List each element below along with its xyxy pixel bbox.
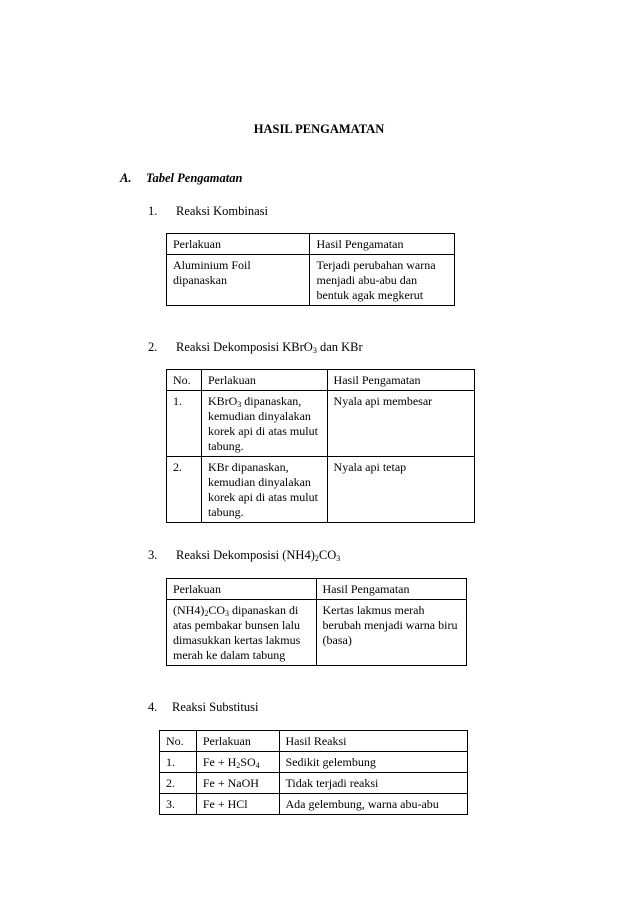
subsection-3-heading (148, 548, 340, 563)
text-part: SO (240, 755, 256, 769)
title-part: CO (318, 548, 337, 562)
table-reaksi-kombinasi (166, 233, 455, 306)
cell-perlakuan: Fe + NaOH (196, 773, 279, 794)
table-reaksi-dekomposisi-kbro3 (166, 369, 475, 523)
cell-no: 2. (167, 457, 202, 523)
page-title: HASIL PENGAMATAN (253, 122, 385, 136)
table-reaksi-dekomposisi-nh4 (166, 578, 467, 666)
subscript: 2 (204, 609, 209, 618)
subsection-2-title (176, 340, 363, 354)
cell-hasil: Kertas lakmus merah berubah menjadi warna biru (basa) (316, 600, 467, 666)
header-perlakuan: Perlakuan (167, 234, 310, 255)
cell-perlakuan: KBr dipanaskan, kemudian dinyalakan korek api di atas mulut tabung. (201, 457, 327, 523)
subsection-3-number: 3. (148, 548, 158, 562)
subscript: 2 (236, 761, 241, 770)
title-subscript: 3 (336, 554, 341, 563)
cell-hasil: Tidak terjadi reaksi (279, 773, 467, 794)
subsection-1-title: Reaksi Kombinasi (176, 204, 269, 218)
table-row (167, 255, 455, 306)
section-heading (120, 171, 242, 186)
text-part: Fe + H (202, 755, 237, 769)
section-letter: A. (120, 171, 132, 185)
subsection-2-number: 2. (148, 340, 158, 354)
cell-no: 3. (160, 794, 197, 815)
cell-hasil: Ada gelembung, warna abu-abu (279, 794, 467, 815)
table-header-row (160, 731, 468, 752)
header-perlakuan: Perlakuan (196, 731, 279, 752)
cell-no: 1. (160, 752, 197, 773)
subscript: 4 (255, 761, 260, 770)
cell-perlakuan (201, 391, 327, 457)
text-part: dipanaskan di atas pembakar bunsen lalu dimasukkan kertas lakmus merah ke dalam tabung (173, 603, 301, 662)
cell-perlakuan: Fe + HCl (196, 794, 279, 815)
table-header-row (167, 579, 467, 600)
subsection-4-title: Reaksi Substitusi (172, 700, 259, 714)
cell-perlakuan (196, 752, 279, 773)
cell-perlakuan (167, 600, 317, 666)
header-perlakuan: Perlakuan (201, 370, 327, 391)
subsection-1-heading (148, 204, 268, 219)
subsection-2-heading (148, 340, 363, 355)
table-row (160, 773, 468, 794)
subscript: 3 (225, 609, 229, 618)
header-perlakuan: Perlakuan (167, 579, 317, 600)
text-part: CO (208, 603, 225, 617)
cell-hasil: Nyala api membesar (327, 391, 474, 457)
cell-hasil: Sedikit gelembung (279, 752, 467, 773)
header-hasil-pengamatan: Hasil Pengamatan (316, 579, 467, 600)
header-no: No. (167, 370, 202, 391)
subscript: 3 (237, 400, 242, 409)
subsection-4-heading (148, 700, 258, 715)
table-row (167, 391, 475, 457)
subsection-4-number: 4. (148, 700, 158, 714)
table-row (160, 752, 468, 773)
header-hasil-reaksi: Hasil Reaksi (279, 731, 467, 752)
text-part: (NH4) (173, 603, 205, 617)
subsection-3-title (176, 548, 340, 562)
section-label: Tabel Pengamatan (146, 171, 243, 185)
table-header-row (167, 370, 475, 391)
subsection-1-number: 1. (148, 204, 158, 218)
cell-hasil: Nyala api tetap (327, 457, 474, 523)
table-header-row (167, 234, 455, 255)
table-row (160, 794, 468, 815)
cell-no: 1. (167, 391, 202, 457)
table-reaksi-substitusi (159, 730, 468, 815)
table-row (167, 457, 475, 523)
cell-no: 2. (160, 773, 197, 794)
title-part: dan KBr (316, 340, 363, 354)
title-subscript: 2 (314, 554, 319, 563)
cell-perlakuan: Aluminium Foil dipanaskan (167, 255, 310, 306)
title-subscript: 3 (312, 346, 317, 355)
table-row (167, 600, 467, 666)
title-part: Reaksi Dekomposisi KBrO (176, 340, 313, 354)
text-part: dipanaskan, kemudian dinyalakan korek api di atas mulut tabung. (207, 394, 318, 453)
cell-hasil: Terjadi perubahan warna menjadi abu-abu dan bentuk agak megkerut (310, 255, 455, 306)
text-part: KBrO (207, 394, 238, 408)
header-hasil-pengamatan: Hasil Pengamatan (327, 370, 474, 391)
header-hasil-pengamatan: Hasil Pengamatan (310, 234, 455, 255)
header-no: No. (160, 731, 197, 752)
title-part: Reaksi Dekomposisi (NH4) (176, 548, 315, 562)
